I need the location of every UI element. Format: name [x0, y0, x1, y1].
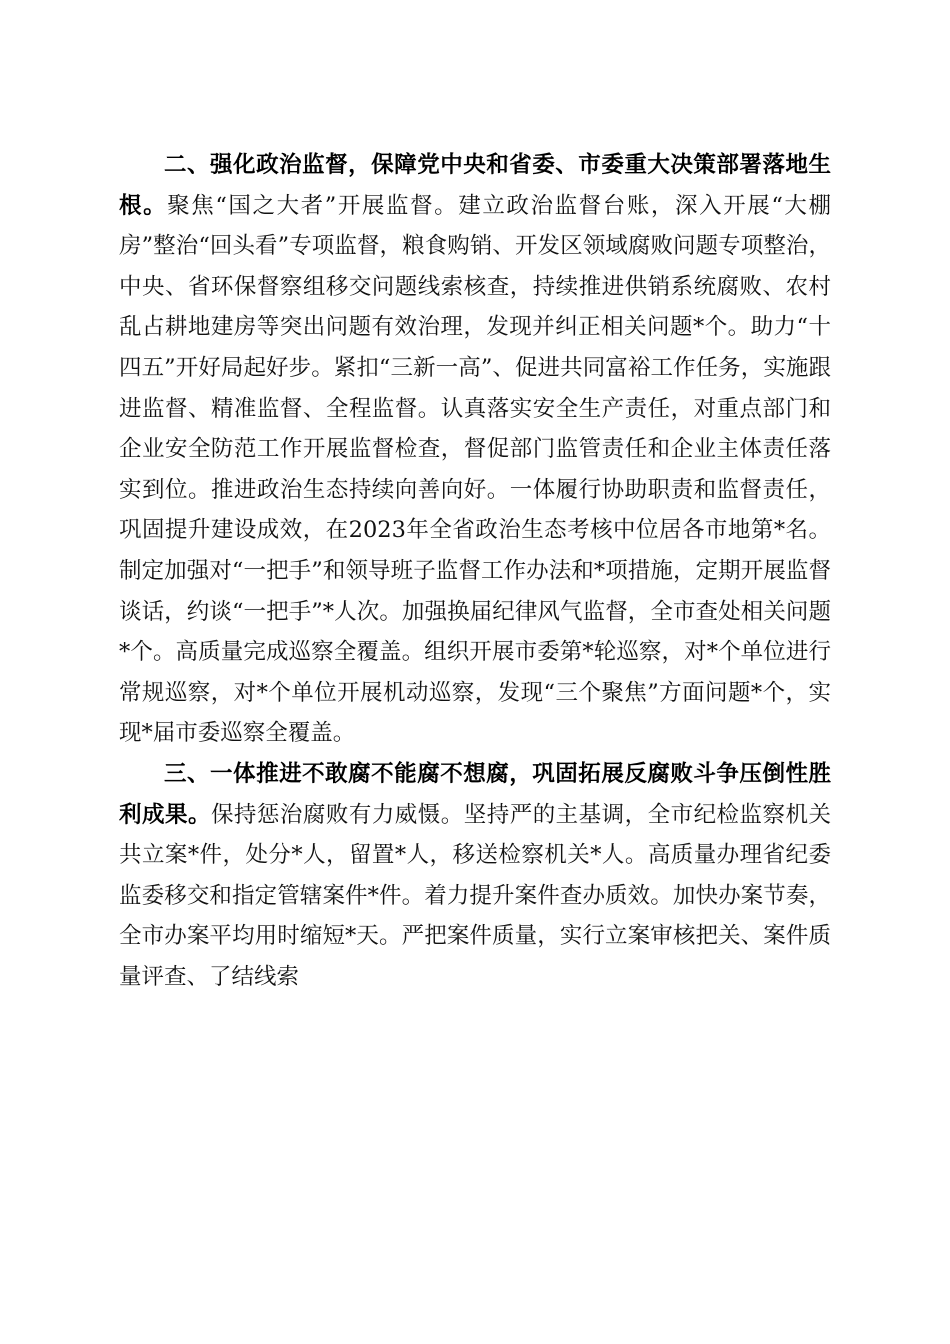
section-body-3: 保持惩治腐败有力威慑。坚持严的主基调，全市纪检监察机关共立案*件，处分*人，留置*人，移送检察机关*人。高质量办理省纪委监委移交和指定管辖案件*件。着力提升案件查办质效。加快办案节奏，全市办案平均用时缩短*天。严把案件质量，实行立案审核把关、案件质量评查、了结线索: [119, 801, 831, 990]
section-heading-2: 二、强化政治监督，保障党中央和省委、市委重大决策部署落地生根。: [119, 152, 831, 219]
paragraph-political-supervision: [119, 145, 831, 754]
section-body-2: 聚焦“国之大者”开展监督。建立政治监督台账，深入开展“大棚房”整治“回头看”专项监督，粮食购销、开发区领域腐败问题专项整治，中央、省环保督察组移交问题线索核查，持续推进供销系统腐败、农村乱占耕地建房等突出问题有效治理，发现并纠正相关问题*个。助力“十四五”开好局起好步。紧扣“三新一高”、促进共同富裕工作任务，实施跟进监督、精准监督、全程监督。认真落实安全生产责任，对重点部门和企业安全防范工作开展监督检查，督促部门监管责任和企业主体责任落实到位。推进政治生态持续向善向好。一体履行协助职责和监督责任，巩固提升建设成效，在2023年全省政治生态考核中位居各市地第*名。制定加强对“一把手”和领导班子监督工作办法和*项措施，定期开展监督谈话，约谈“一把手”*人次。加强换届纪律风气监督，全市查处相关问题*个。高质量完成巡察全覆盖。组织开展市委第*轮巡察，对*个单位进行常规巡察，对*个单位开展机动巡察，发现“三个聚焦”方面问题*个，实现*届市委巡察全覆盖。: [119, 192, 831, 747]
section-heading-3: 三、一体推进不敢腐不能腐不想腐，巩固拓展反腐败斗争压倒性胜利成果。: [119, 760, 831, 828]
paragraph-anti-corruption: [119, 754, 831, 998]
document-body: [119, 145, 831, 997]
